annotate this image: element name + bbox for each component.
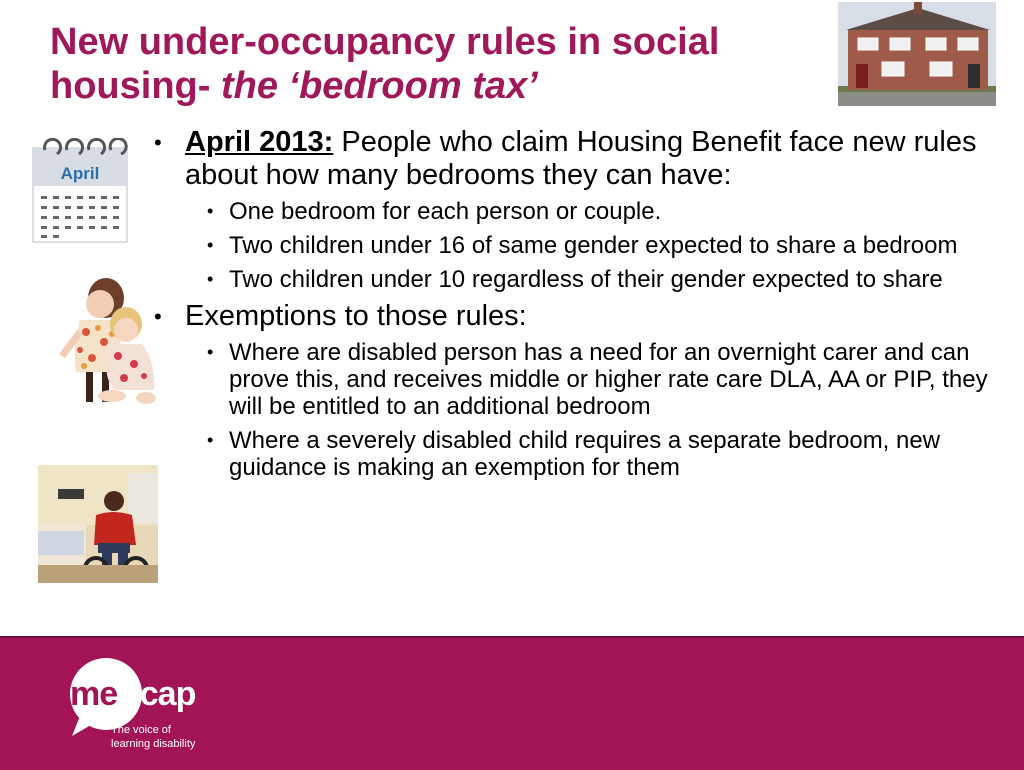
sub-bullet-marker: •	[207, 342, 214, 362]
bullet-list	[150, 126, 1000, 488]
house-photo	[838, 2, 996, 106]
tagline-line-1: The voice of	[111, 724, 171, 736]
footer-tagline	[111, 723, 195, 751]
sub-bullet	[150, 339, 1000, 420]
sub-bullet-marker: •	[207, 201, 214, 221]
sub-bullet-text: Where are disabled person has a need for an overnight carer and can prove this, and receives middle or higher rate care DLA, AA or PIP, they will be entitled to an additional bedroom	[229, 339, 988, 420]
slide-title	[50, 20, 830, 108]
logo-text-me: me	[70, 675, 118, 713]
children-photo	[14, 272, 160, 412]
sub-bullet-marker: •	[207, 269, 214, 289]
sub-bullet	[150, 198, 1000, 225]
bullet-text: People who claim Housing Benefit face new rules about how many bedrooms they can have:	[185, 126, 977, 191]
tagline-line-2: learning disability	[111, 738, 196, 750]
bullet-lead: April 2013:	[185, 126, 334, 158]
calendar-month: April	[60, 164, 100, 183]
sub-bullet-marker: •	[207, 235, 214, 255]
title-line-2	[50, 64, 830, 108]
sub-bullet-text: Two children under 16 of same gender expected to share a bedroom	[229, 232, 958, 259]
bullet-april-2013	[150, 126, 1000, 192]
title-line-1: New under-occupancy rules in social	[50, 21, 720, 63]
title-plain: housing-	[50, 65, 221, 107]
bullet-text: Exemptions to those rules:	[185, 300, 527, 332]
bullet-marker: •	[154, 130, 162, 155]
sub-bullet	[150, 232, 1000, 259]
sub-bullet-text: One bedroom for each person or couple.	[229, 198, 662, 225]
sub-bullet	[150, 427, 1000, 481]
bullet-marker: •	[154, 304, 162, 329]
bullet-exemptions	[150, 300, 1000, 333]
sub-bullet-marker: •	[207, 430, 214, 450]
sub-bullet	[150, 266, 1000, 293]
logo-text-ncap: ncap	[120, 675, 196, 713]
sub-bullet-text: Where a severely disabled child requires a separate bedroom, new guidance is making an exemption for them	[229, 427, 941, 481]
bedroom-photo	[38, 465, 158, 583]
sub-bullet-text: Two children under 10 regardless of their gender expected to share	[229, 266, 943, 293]
calendar-icon	[31, 138, 129, 244]
title-italic: the ‘bedroom tax’	[220, 65, 538, 107]
